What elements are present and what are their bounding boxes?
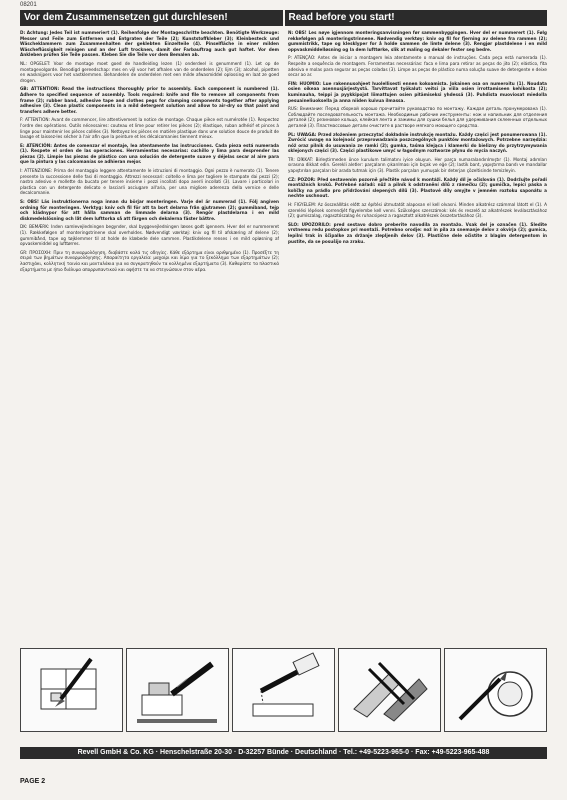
step-5-panel [444, 648, 547, 732]
instruction-paragraph: P: ATENÇÃO: Antes de iniciar a montagem leia atentamente o manual de instruções. Cada peça está numerada (1). Respeite a sequência de montagem. Ferramentas necessárias: faca e lima para retirar as peças do jito (2); elástico, fita adesiva e molas para segurar as peças coladas (3). Limpe as peças de plástico numa solução suave de detergente e deixe secar ao ar. [288, 55, 547, 78]
instruction-paragraph: DK: BEMÆRK: Inden samlevejledningen begynder, skal byggevejledningen læses godt igennem. Hver del er nummereret (1). Rækkefølgen af monteringstrinene skal overholdes. Nødvendigt værktøj: kniv og fil til afskæring af delene (2); gummibånd, tape og tøjklemmer til at holde de klæbede dele sammen. Plastikdelene renses i en mild opløsning af opvaskemiddel og lufttørres. [20, 224, 279, 247]
knife-icon [21, 649, 122, 731]
right-column [288, 30, 547, 644]
instruction-paragraph: H: FIGYELEM: Az összeállítás előtt az építési útmutatót alaposan el kell olvasni. Minden alkatrész számmal látott el (1). A szerelési lépések sorrendjét figyelembe kell venni. Szükséges szerszámok: kés és reszelő az alkatrészek leválasztásához (2); gumiszalag, ragasztószalag és ruhacsipesz a ragasztott alkatrészek összetartásához (3). [288, 202, 547, 219]
brush-icon [445, 649, 546, 731]
clamp-icon [339, 649, 440, 731]
instruction-paragraph: NL: OPGELET: Voor de montage moet goed de handleiding lezen (1) onderdeel is genummerd (1). Let op de montagevolgorde. Benodigd gereedschap: mes en vijl voor het afhalen van de onderdelen (2); lijm (3); alcohol, pipetten en wasknijpers voor het vastklemmen. Behandelen de onderdelen met een milde afwasmiddel oplossing en laat ze goed drogen. [20, 60, 279, 83]
left-column [20, 30, 279, 644]
instruction-paragraph: FIN: HUOMIO: Lue rakennusohjeet huolellisesti ennen kokoamista. Jokainen osa on numeroitu (1). Noudata osien oikeaa asennusjärjestystä. Tarvittavat työkalut: veitsi ja viila osien irrottamiseen kehikosta (2); kuminauha, teippi ja pyykkipojat liimattujen osien pitämiseksi yhdessä (3). Puhdista muoviosat miedolla pesuaineliuoksella ja anna niiden kuivua ilmassa. [288, 80, 547, 103]
instruction-paragraph: N: OBS! Les nøye igjennom monteringsanvisningen før sammenbyggingen. Hver del er nummerert (1). Følg rekkefølgen på monteringstrinnene. Nødvendig verktøy: kniv og fil for fjerning av delene fra rammen (2); gummistrikk, tape og klesklyper for å holde sammen de limte delene (3). Rengjør plastdelene i en mild oppvaskmiddelløsning og la dem lufttørke, slik at maling og dekaler fester seg bedre. [288, 30, 547, 52]
instruction-paragraph: GR: ΠΡΟΣΟΧΗ: Πριν τη συναρμολόγηση, διαβάστε καλά τις οδηγίες. Κάθε εξάρτημα είναι αριθμημένο (1). Προσέξτε τη σειρά των βημάτων συναρμολόγησης. Απαραίτητα εργαλεία: μαχαίρι και λίμα για το ξεκόλλημα των εξαρτημάτων (2); λαστιχάκι, κολλητική ταινία και μανταλάκια για να συγκρατηθούν τα κολλημένα εξαρτήματα (3). Καθαρίστε τα πλαστικά εξαρτήματα με ήπιο διάλυμα απορρυπαντικού και αφήστε τα να στεγνώσουν στον αέρα. [20, 249, 279, 272]
right-title: Read before you start! [288, 12, 395, 23]
instruction-paragraph: D: Achtung: Jedes Teil ist nummeriert (1). Reihenfolge der Montageschritte beachten. Benötigte Werkzeuge: Messer und Feile zum Entfernen und Entgraten der Teile (2); Kunststoffkleber (3); Kleinbesteck und Wäscheklammern zum Zusammenhalten der geklebten Einzelteile (4). Pinselfläche in einer milden Wäscheflüssigkeit reinigen und an der Luft trocknen, damit der Farbauftrag auch gut haftet. Vor dem Ankleben prüfen Sie Teile passen. Kleben Sie die Teile vor dem Bemalen ab. [20, 30, 279, 58]
step-4-panel [338, 648, 441, 732]
document-code: 08201 [20, 2, 37, 8]
tool-illustrations [20, 648, 547, 732]
instruction-paragraph: TR: DİKKAT: Birleştirmeden önce kurulum talimatını iyice okuyun. Her parça numaralandırılmıştır (1). Montaj adımları sırasına dikkat edin. Gerekli aletler: parçaların çıkarılması için bıçak ve eğe (2); lastik bant, yapıştırma bandı ve mandallar yapıştırılan parçaları bir arada tutmak için (3). Plastik parçaları yumuşak bir deterjan çözeltisinde temizleyin. [288, 156, 547, 174]
instruction-columns [20, 30, 547, 644]
company-footer: Revell GmbH & Co. KG · Henschelstraße 20-30 · D-32257 Bünde · Deutschland · Tel.: +49-5223-965-0 · Fax: +49-5223-965-488 [20, 747, 547, 759]
instruction-paragraph: E: ATENCIÓN: Antes de comenzar el montaje, lea atentamente las instrucciones. Cada pieza está numerada (1). Respete el orden de las operaciones. Herramientas necesarias: cuchillo y lima para desprender las piezas (2). Limpie las piezas de plástico con una solución de detergente suave y déjelas secar al aire para que la pintura y las calcomanías se adhieran mejor. [20, 142, 279, 165]
step-3-panel [232, 648, 335, 732]
page-number: PAGE 2 [20, 778, 46, 785]
instruction-paragraph: S: OBS! Läs instruktionerna noga innan du börjar monteringen. Varje del är numrerad (1). Följ angiven ordning för monteringen. Verktyg: kniv och fil för att ta bort delarna från gjutramen (2); gummiband, tejp och klädnypor för att hålla samman de limmade delarna (3). Rengör plastdelarna i en mild diskmedelslösning och låt dem lufttorka så att färgen och dekalerna fäster bättre. [20, 199, 279, 221]
file-tool-icon [127, 649, 228, 731]
step-1-panel [20, 648, 123, 732]
instruction-paragraph: GB: ATTENTION: Read the instructions thoroughly prior to assembly. Each component is numbered (1). Adhere to specified sequence of assembly. Tools required: knife and file to remove all components from frame (2); rubber band, adhesive tape and clothes pegs for clamping components together after applying adhesive (3). Clean plastic components in a mild detergent solution and allow to air-dry so that paint and transfers adhere better. [20, 86, 279, 114]
instruction-paragraph: I: ATTENZIONE: Prima del montaggio leggere attentamente le istruzioni di montaggio. Ogni pezzo è numerato (1). Tenere presente la successione delle fasi di montaggio. Attrezzi necessari: coltello e lima per togliere le stampate dai pezzi (2); nastro adesivo e mollette da bucato per tenere insieme i pezzi incollati dopo averli incollati (3). Lavare i particolari in plastica con un detergente delicato e lasciarli asciugare all'aria, per una migliore aderenza della vernice e delle decalcomanie. [20, 168, 279, 196]
instruction-paragraph: F: ATTENTION: Avant de commencer, lire attentivement la notice de montage. Chaque pièce est numérotée (1). Respectez l'ordre des opérations. Outils nécessaires: couteau et lime pour retirer les pièces (2); élastique, ruban adhésif et pinces à linge pour maintenir les pièces collées (3). Nettoyez les pièces en matière plastique dans une solution douce de produit de lavage et laissez-les sécher à l'air afin que la peinture et les décalcomanies tiennent mieux. [20, 117, 279, 140]
step-2-panel [126, 648, 229, 732]
instruction-paragraph: CZ: POZOR: Před sestavením pozorně přečtěte návod k montáži. Každý díl je očíslován (1). Dodržujte pořadí montážních kroků. Potřebné nářadí: nůž a pilník k odstranění dílů z rámečku (2); gumička, lepicí páska a kolíčky na prádlo pro přidržování slepených dílů (3). Plastové díly omyjte v jemném roztoku saponátu a nechte uschnout. [288, 176, 547, 199]
instruction-paragraph: SLO: UPOZORILO: pred sestavo dobro preberite navodila za montažo. Vsak del je označen (1). Sledite vrstnemu redu postopkov pri montaži. Potrebno orodje: nož in pila za snemanje delov z okvirja (2); gumica, lepilni trak in ščipalke za držanje zlepljenih delov (3). Plastične dele očistite z blagim detergentom in pustite, da se posušijo na zraku. [288, 221, 547, 244]
instruction-paragraph: PL: UWAGA: Przed złożeniem przeczytać dokładnie instrukcję montażu. Każdy części jest ponumerowana (1). Zwrócić uwagę na kolejność przeprowadzania poszczególnych punktów montażowych. Potrzebne narzędzia: nóż oraz pilnik do usuwania ze ramki (2); gumka, taśma klejąca i klamerki do bielizny do przytrzymywania sklejonych części (3). Części plastikowe umyć w łagodnym roztworze płynu do mycia naczyń. [288, 131, 547, 154]
glue-tube-icon [233, 649, 334, 731]
header-bar [20, 10, 547, 26]
left-title: Vor dem Zusammensetzen gut durchlesen! [20, 10, 285, 26]
instruction-paragraph: RUS: Внимание: Перед сборкой хорошо прочитайте руководство по монтажу. Каждая деталь пронумерована (1). Соблюдайте последовательность монтажа. Необходимые рабочие инструменты: нож и напильник для отделения деталей (2); резиновое кольцо, клейкая лента и зажимы для сушки белья для удерживания склеенных отдельных деталей (3). Пластмассовые детали очистите в растворе мягкого моющего средства. [288, 106, 547, 128]
